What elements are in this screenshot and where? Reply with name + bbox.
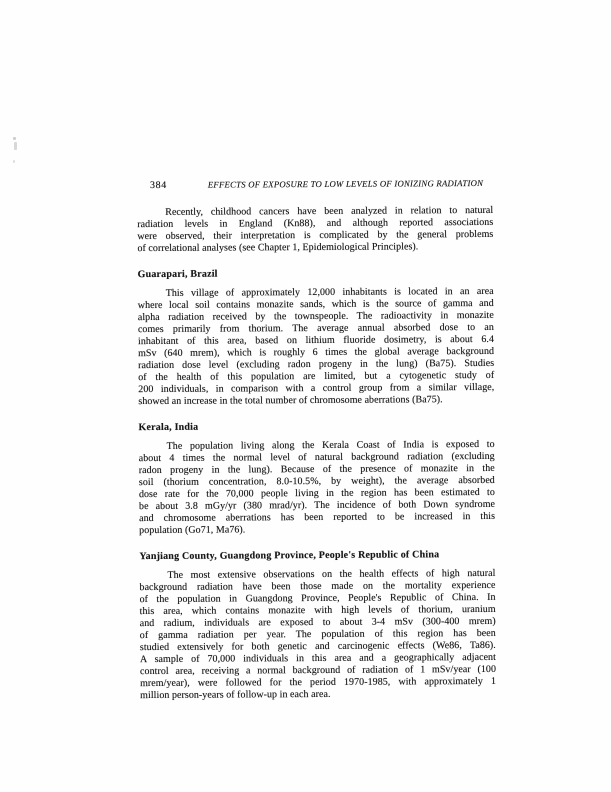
text-line: 200 individuals, in comparison with a control group from a similar village, [138,381,495,396]
text-line: The most extensive observations on the health effects of high natural [167,567,496,581]
text-line: Recently, childhood cancers have been analyzed in relation to natural [165,204,494,218]
paragraph [139,439,496,537]
document-sections [137,205,496,702]
text-line: inhabitant of this area, based on lithium fluoride dosimetry, is about 6.4 [137,333,495,348]
text-line: mSv (640 mrem), which is roughly 6 times the global average background [138,345,495,360]
scan-artifact-mark [14,142,17,150]
text-line: dose rate for the 70,000 people living in the region has been estimated to [138,486,495,501]
text-line: alpha radiation received by the townspeople. The radioactivity in monazite [137,309,494,324]
text-line: and chromosome aberrations has been reported to be increased in this [139,510,496,525]
paragraph [138,286,495,408]
scan-artifact-mark [13,160,15,163]
paragraph [139,568,496,702]
section-heading: Guarapari, Brazil [137,268,218,281]
running-title: EFFECTS OF EXPOSURE TO LOW LEVELS OF IONIZING RADIATION [207,177,484,190]
document-section [139,549,496,702]
text-line: of gamma radiation per year. The population of this region has been [139,627,496,642]
text-line: of correlational analyses (see Chapter 1, Epidemiological Principles). [137,241,419,255]
text-line: of the health of this population are limited, but a cytogenetic study of [138,369,495,384]
text-line: radiation levels in England (Kn88), and although reported associations [137,216,494,231]
text-line: A sample of 70,000 individuals in this area and a geographically adjacent [139,651,496,666]
text-line: radon progeny in the lung). Because of the presence of monazite in the [138,462,495,477]
text-line: This village of approximately 12,000 inhabitants is located in an area [165,285,494,299]
text-line: comes primarily from thorium. The average annual absorbed dose to an [137,321,494,336]
page-content [137,177,496,702]
scan-artifact-mark [13,137,16,140]
text-line: radiation dose level (excluding radon progeny in the lung) (Ba75). Studies [138,357,495,372]
text-line: and radium, individuals are exposed to about 3-4 mSv (300-400 mrem) [139,615,496,630]
text-line: about 4 times the normal level of natural background radiation (excluding [138,450,495,465]
text-line: soil (thorium concentration, 8.0-10.5%, by weight), the average absorbed [138,474,495,489]
document-section [138,267,495,408]
page-number: 384 [150,179,167,192]
text-line: mrem/year), were followed for the period 1970-1985, with approximately 1 [140,675,497,690]
text-line: where local soil contains monazite sands, which is the source of gamma and [137,297,494,312]
text-line: be about 3.8 mGy/yr (380 mrad/yr). The incidence of both Down syndrome [138,498,496,513]
running-header [137,177,493,192]
text-line: million person-years of follow-up in each area. [140,688,331,702]
text-line: population (Go71, Ma76). [139,524,246,537]
document-section [138,420,495,537]
text-line: showed an increase in the total number of chromosome aberrations (Ba75). [138,394,443,408]
text-line: of the population in Guangdong Province, People's Republic of China. In [139,591,496,606]
text-line: The population living along the Kerala Coast of India is exposed to [166,438,495,452]
paragraph [137,205,493,255]
section-heading: Yanjiang County, Guangdong Province, People's Republic of China [139,549,440,563]
document-section [137,205,493,255]
text-line: were observed, their interpretation is complicated by the general problems [137,228,494,243]
text-line: control area, receiving a normal background of radiation of 1 mSv/year (100 [139,663,497,678]
text-line: background radiation have been those made on the mortality experience [139,579,496,594]
text-line: studied extensively for both genetic and carcinogenic effects (We86, Ta86). [139,639,496,654]
text-line: this area, which contains monazite with high levels of thorium, uranium [139,603,496,618]
section-heading: Kerala, India [138,421,199,434]
